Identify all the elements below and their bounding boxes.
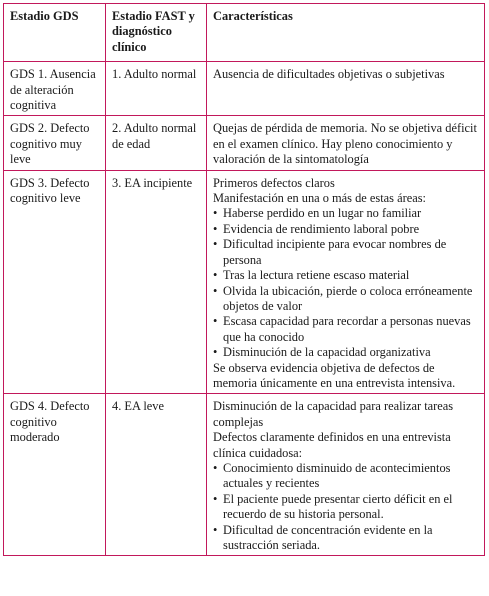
- characteristics-text: Primeros defectos claros: [213, 175, 335, 190]
- characteristics-text: Disminución de la capacidad para realizar tareas complejas: [213, 399, 454, 429]
- list-item: • Dificultad de concentración evidente en la sustracción seriada.: [213, 523, 479, 554]
- list-item: • Escasa capacidad para recordar a personas nuevas que ha conocido: [213, 314, 479, 345]
- list-item: • El paciente puede presentar cierto déficit en el recuerdo de su historia personal.: [213, 492, 479, 523]
- characteristics-list: [213, 461, 479, 553]
- cell-gds-stage: GDS 2. Defecto cognitivo muy leve: [4, 116, 106, 170]
- characteristics-text: Defectos claramente definidos en una entrevista clínica cuidadosa:: [213, 430, 451, 460]
- cell-characteristics: [207, 116, 485, 170]
- characteristics-text: Manifestación en una o más de estas áreas:: [213, 191, 426, 206]
- characteristics-text: Se observa evidencia objetiva de defectos de memoria únicamente en una entrevista intensiva.: [213, 360, 456, 390]
- table-row: [4, 394, 485, 556]
- header-row: [4, 4, 485, 62]
- table-row: [4, 62, 485, 116]
- characteristics-text: Ausencia de dificultades objetivas o subjetivas: [213, 67, 445, 82]
- characteristics-list: [213, 206, 479, 360]
- list-item: • Disminución de la capacidad organizativa: [213, 345, 479, 360]
- list-item: • Tras la lectura retiene escaso material: [213, 268, 479, 283]
- cell-fast-stage: 1. Adulto normal: [106, 62, 207, 116]
- header-fast: Estadio FAST y diagnóstico clínico: [106, 4, 207, 62]
- list-item: • Conocimiento disminuido de acontecimientos actuales y recientes: [213, 461, 479, 492]
- characteristics-text: Quejas de pérdida de memoria. No se objetiva déficit en el examen clínico. Hay pleno conocimiento y valoración de la sintomatología: [213, 121, 477, 167]
- cell-gds-stage: GDS 4. Defecto cognitivo moderado: [4, 394, 106, 556]
- cell-fast-stage: 4. EA leve: [106, 394, 207, 556]
- cell-characteristics: [207, 62, 485, 116]
- list-item: • Dificultad incipiente para evocar nombres de persona: [213, 237, 479, 268]
- list-item: • Haberse perdido en un lugar no familiar: [213, 206, 479, 221]
- cell-characteristics: [207, 170, 485, 394]
- cell-characteristics: [207, 394, 485, 556]
- cell-fast-stage: 2. Adulto normal de edad: [106, 116, 207, 170]
- list-item: • Evidencia de rendimiento laboral pobre: [213, 222, 479, 237]
- cell-fast-stage: 3. EA incipiente: [106, 170, 207, 394]
- list-item: • Olvida la ubicación, pierde o coloca erróneamente objetos de valor: [213, 284, 479, 315]
- header-gds: Estadio GDS: [4, 4, 106, 62]
- header-characteristics: Características: [207, 4, 485, 62]
- table-row: [4, 116, 485, 170]
- cell-gds-stage: GDS 1. Ausencia de alteración cognitiva: [4, 62, 106, 116]
- gds-fast-table: [3, 3, 485, 556]
- table-row: [4, 170, 485, 394]
- cell-gds-stage: GDS 3. Defecto cognitivo leve: [4, 170, 106, 394]
